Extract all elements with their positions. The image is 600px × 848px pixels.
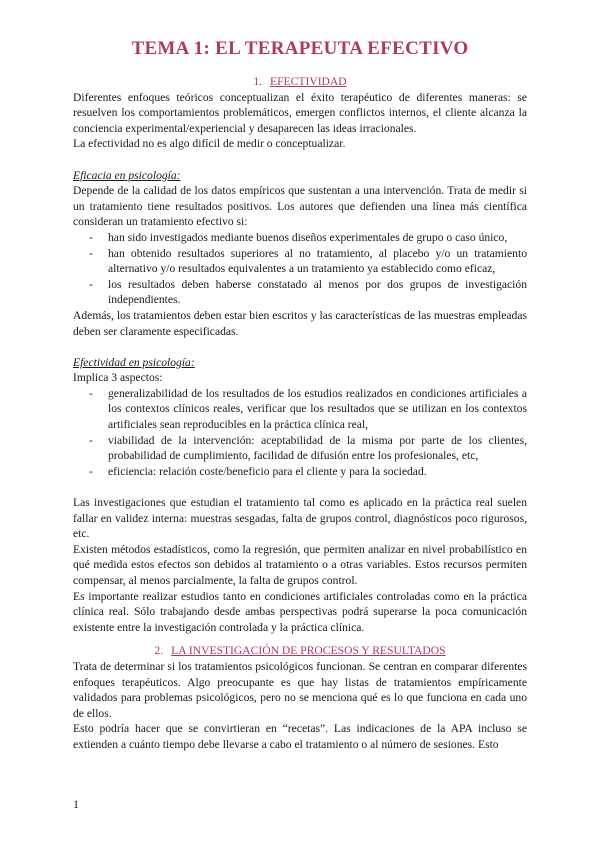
section-1-number: 1. <box>253 75 263 88</box>
section-2-paragraph-1: Trata de determinar si los tratamientos psicológicos funcionan. Se centran en comparar diferentes enfoques terapéuticos. Algo preocupante es que hay listas de tratamientos empíricamente validados para problemas psicológicos, pero no se menciona qué es lo que funciona en cada uno de ellos. <box>73 659 527 720</box>
section-2-heading <box>73 643 527 659</box>
eficacia-intro: Depende de la calidad de los datos empíricos que sustentan a una intervención. Trata de medir si un tratamiento tiene resultados positivos. Los autores que defienden una línea más científica consideran un tratamiento efectivo si: <box>73 184 527 229</box>
list-item: - han sido investigados mediante buenos diseños experimentales de grupo o caso único, <box>73 230 527 246</box>
section-1-title: EFECTIVIDAD <box>270 75 347 88</box>
list-item: - viabilidad de la intervención: aceptabilidad de la misma por parte de los clientes, probabilidad de cumplimiento, facilidad de difusión entre los profesionales, etc, <box>73 433 527 464</box>
section-2-number: 2. <box>154 644 164 658</box>
efectividad-list <box>73 386 527 480</box>
section-1-heading <box>73 74 527 90</box>
section-1-paragraph-4: Existen métodos estadísticos, como la regresión, que permiten analizar en nivel probabilístico en qué medida estos efectos son debidos al tratamiento o a otras variables. Estos recursos permiten compensar, al menos parcialmente, la falta de grupos control. <box>73 542 527 587</box>
section-1-paragraph-5: Es importante realizar estudios tanto en condiciones artificiales controladas como en la práctica clínica real. Sólo trabajando desde ambas perspectivas podrá superarse la poca comunicación existente entre la investigación controlada y la práctica clínica. <box>73 589 527 634</box>
eficacia-closing: Además, los tratamientos deben estar bien escritos y las características de las muestras empleadas deben ser claramente especificadas. <box>73 308 527 338</box>
efectividad-subheading: Efectividad en psicología: <box>73 355 195 369</box>
page-title: TEMA 1: EL TERAPEUTA EFECTIVO <box>131 38 469 59</box>
page-number: 1 <box>73 797 79 811</box>
list-item: - los resultados deben haberse constatado al menos por dos grupos de investigación independientes. <box>73 277 527 308</box>
eficacia-list <box>73 230 527 308</box>
section-1-paragraph-3: Las investigaciones que estudian el tratamiento tal como es aplicado en la práctica real suelen fallar en validez interna: muestras sesgadas, falta de grupos control, diagnósticos poco rigurosos, etc. <box>73 496 527 541</box>
list-item: - generalizabilidad de los resultados de los estudios realizados en condiciones artificiales a los contextos clínicos reales, verificar que los resultados que se utilizan en los contextos artificiales sean reproducibles en la práctica clínica real, <box>73 386 527 433</box>
eficacia-subheading: Eficacia en psicología: <box>73 168 181 182</box>
section-2-paragraph-2: Esto podría hacer que se convirtieran en “recetas”. Las indicaciones de la APA incluso se extienden a cuánto tiempo debe llevarse a cabo el tratamiento o al número de sesiones. Esto <box>73 722 527 751</box>
efectividad-intro: Implica 3 aspectos: <box>73 371 163 385</box>
section-1-paragraph-2: La efectividad no es algo difícil de medir o conceptualizar. <box>73 137 346 151</box>
list-item: - eficiencia: relación coste/beneficio para el cliente y para la sociedad. <box>73 464 527 480</box>
section-1-paragraph-1: Diferentes enfoques teóricos conceptualizan el éxito terapéutico de diferentes maneras: se resuelven los comportamientos problemáticos, emergen conflictos internos, el cliente alcanza la conciencia experimental/experiencial y desaparecen las ideas irracionales. <box>73 90 527 135</box>
list-item: - han obtenido resultados superiores al no tratamiento, al placebo y/o un tratamiento alternativo y/o resultados equivalentes a un tratamiento ya establecido como eficaz, <box>73 246 527 277</box>
section-2-title: LA INVESTIGACIÓN DE PROCESOS Y RESULTADOS <box>171 644 446 658</box>
